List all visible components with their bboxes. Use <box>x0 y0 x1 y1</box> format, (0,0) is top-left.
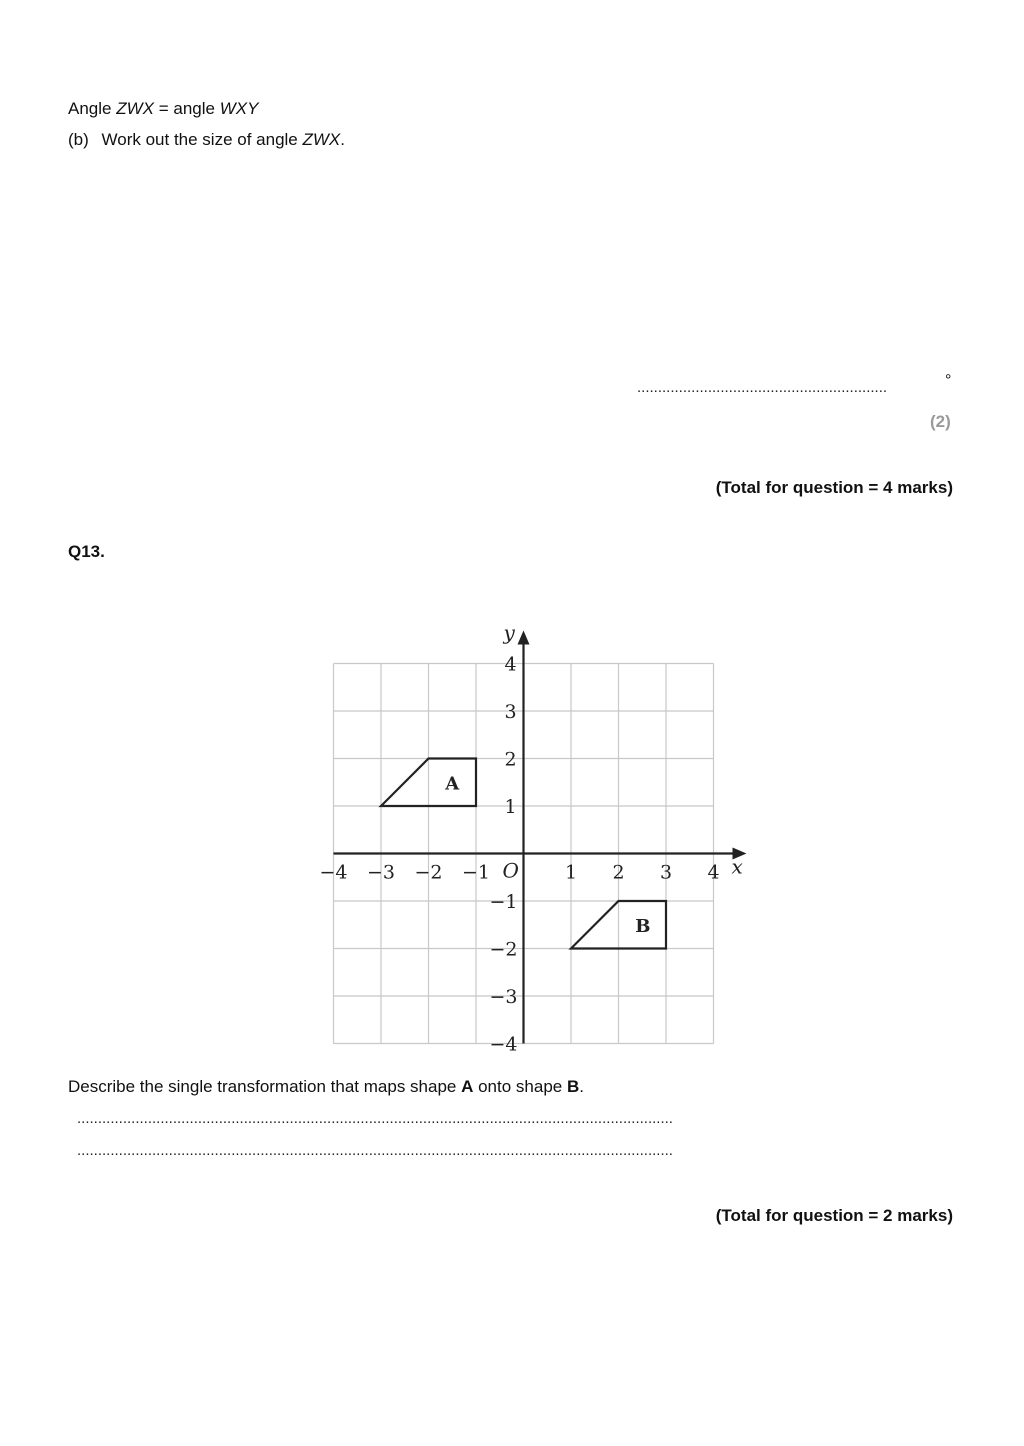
x-tick-label: 3 <box>660 861 673 884</box>
question-suffix: . <box>340 130 345 149</box>
y-axis-arrow <box>518 631 530 645</box>
statement-prefix: Angle <box>68 99 117 118</box>
x-tick-label: −3 <box>367 861 396 884</box>
shape-a-label: A <box>445 773 460 795</box>
instruction-suffix: . <box>579 1077 584 1096</box>
y-tick-label: 4 <box>504 653 517 676</box>
y-tick-label: 2 <box>504 748 517 771</box>
y-tick-label: −1 <box>489 891 518 913</box>
x-tick-label: −1 <box>462 861 491 884</box>
y-axis-label: y <box>503 620 515 645</box>
angle-equality-statement <box>68 99 258 119</box>
part-b-label: (b) <box>68 130 89 149</box>
instruction-text: Describe the single transformation that maps shape <box>68 1077 462 1096</box>
y-tick-label: −4 <box>489 1033 518 1056</box>
part-b-question <box>68 130 345 150</box>
coordinate-grid <box>300 615 770 1060</box>
y-tick-label: −3 <box>489 986 518 1008</box>
angle-zwx-var: ZWX <box>116 99 154 118</box>
question-text: Work out the size of angle <box>101 130 303 149</box>
instruction-mid: onto shape <box>473 1077 567 1096</box>
x-tick-label: 1 <box>565 861 578 884</box>
x-tick-label: −4 <box>319 861 348 884</box>
q13-instruction <box>68 1077 584 1097</box>
axes <box>334 621 747 1044</box>
angle-wxy-var: WXY <box>219 99 259 118</box>
x-axis-label: x <box>731 854 743 879</box>
y-tick-label: −2 <box>489 938 518 961</box>
shape-b-ref: B <box>566 1077 580 1096</box>
y-tick-label: 3 <box>504 701 517 723</box>
x-tick-label: 4 <box>707 861 720 884</box>
answer-line-1[interactable]: ............................................................................................................................................... <box>77 1110 673 1127</box>
origin-label: O <box>502 858 519 883</box>
answer-line-angle[interactable]: ............................................................ <box>637 379 888 396</box>
shape-a-ref: A <box>461 1077 474 1096</box>
q13-total-marks: (Total for question = 2 marks) <box>715 1206 953 1225</box>
y-tick-label: 1 <box>504 796 517 818</box>
x-tick-label: 2 <box>612 861 625 884</box>
question-number: Q13. <box>68 542 105 561</box>
answer-line-2[interactable]: ............................................................................................................................................... <box>77 1142 673 1159</box>
part-b-marks: (2) <box>930 412 951 431</box>
q12-total-marks: (Total for question = 4 marks) <box>715 478 953 497</box>
statement-mid: = angle <box>153 99 220 118</box>
shape-b-label: B <box>635 915 651 937</box>
question-var: ZWX <box>302 130 341 149</box>
degree-symbol: ° <box>945 372 952 389</box>
x-tick-label: −2 <box>414 861 443 884</box>
